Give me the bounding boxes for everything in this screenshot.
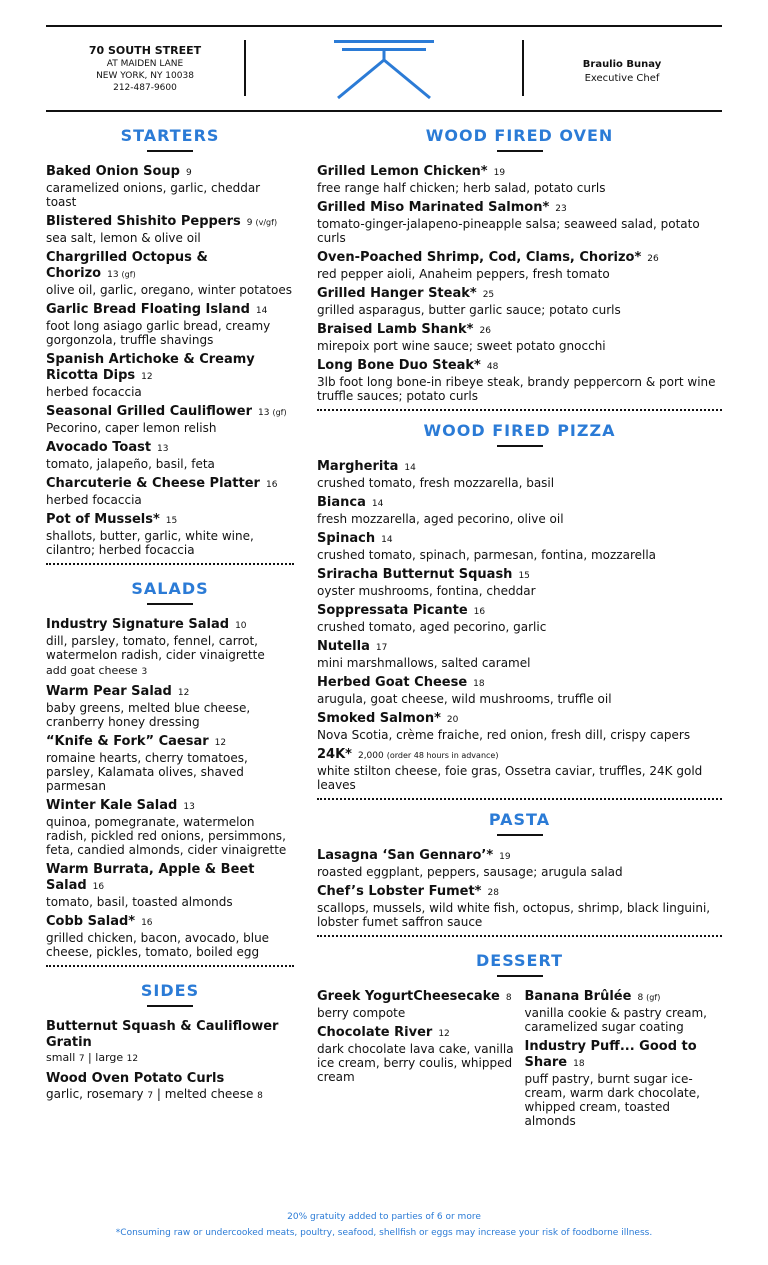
dessert-underline <box>497 975 543 977</box>
starters-title: STARTERS <box>120 126 220 145</box>
dotted-divider <box>46 965 294 967</box>
menu-item <box>525 989 723 1034</box>
menu-item <box>317 675 722 706</box>
dessert-title: DESSERT <box>476 951 563 970</box>
starters-list <box>46 164 294 557</box>
menu-item-name-row <box>317 164 722 181</box>
menu-item-name-row <box>317 459 722 476</box>
menu-item-name: Warm Pear Salad <box>46 684 172 699</box>
menu-item <box>46 684 294 729</box>
menu-item-name: Industry Puff... Good to Share <box>524 1039 697 1070</box>
menu-item-name: Grilled Lemon Chicken* <box>317 164 488 179</box>
menu-item-price: 15 <box>165 516 178 526</box>
header-bottom-rule <box>46 110 722 112</box>
menu-item-name: Smoked Salmon* <box>317 711 441 726</box>
menu-item-name-row <box>317 495 722 512</box>
menu-item-price: 12 <box>177 688 190 698</box>
menu-item-price: 14 <box>404 463 416 473</box>
menu-item-name: Herbed Goat Cheese <box>317 675 468 690</box>
menu-item-name: Blistered Shishito Peppers <box>46 214 241 229</box>
menu-item-name: Long Bone Duo Steak* <box>317 358 481 373</box>
menu-item-name-row <box>46 862 294 895</box>
menu-item-desc: mirepoix port wine sauce; sweet potato gnocchi <box>317 339 606 353</box>
menu-item-name-row <box>46 734 294 751</box>
dotted-divider <box>46 563 294 565</box>
gratuity-note: 20% gratuity added to parties of 6 or more <box>287 1212 481 1222</box>
size-large-price: 12 <box>126 1054 139 1064</box>
menu-item-name-row <box>317 567 722 584</box>
menu-item-name-row <box>317 603 722 620</box>
chef-credit <box>522 58 722 86</box>
menu-item-price: 13 <box>157 444 169 454</box>
menu-item-name-row <box>46 798 294 815</box>
menu-item-name: Banana Brûlée <box>524 989 632 1004</box>
menu-item-price: 2,000 <box>357 751 384 761</box>
menu-item <box>46 1071 294 1103</box>
dessert-right-list <box>525 989 723 1133</box>
menu-item-desc: shallots, butter, garlic, white wine, cilantro; herbed focaccia <box>46 529 254 557</box>
menu-item-name-row <box>317 675 722 692</box>
menu-item-name: Chocolate River <box>317 1025 433 1040</box>
side-curls-name: Wood Oven Potato Curls <box>46 1071 225 1086</box>
menu-item-desc: dill, parsley, tomato, fennel, carrot, watermelon radish, cider vinaigrette <box>46 634 265 662</box>
menu-item-price: 26 <box>647 254 659 264</box>
menu-item-name-row <box>317 639 722 656</box>
dotted-divider <box>317 409 722 411</box>
menu-item <box>46 798 294 857</box>
menu-item-price: 9 <box>246 218 253 228</box>
menu-item <box>46 302 294 347</box>
menu-item-tag: (gf) <box>121 270 136 279</box>
pasta-underline <box>497 834 543 836</box>
right-column <box>317 126 722 1133</box>
menu-item-price: 9 <box>185 168 192 178</box>
menu-item-name-row <box>46 440 294 457</box>
menu-item-desc: baby greens, melted blue cheese, cranberry honey dressing <box>46 701 251 729</box>
menu-item-price: 20 <box>446 715 459 725</box>
menu-item-price: 12 <box>141 372 153 382</box>
menu-item-price: 13 <box>183 802 195 812</box>
oven-section <box>317 126 722 403</box>
menu-item-name: Garlic Bread Floating Island <box>46 302 250 317</box>
menu-item-name-row <box>46 352 294 385</box>
top-rule <box>46 25 722 27</box>
menu-item <box>46 352 294 399</box>
sides-section <box>46 981 294 1103</box>
menu-item-name-row <box>317 711 722 728</box>
menu-item <box>317 848 722 879</box>
menu-item-desc: herbed focaccia <box>46 493 142 507</box>
menu-item-name-row <box>525 1039 723 1072</box>
side-gratin-sizes <box>46 1051 294 1066</box>
chef-name: Braulio Bunay <box>582 59 662 70</box>
menu-item <box>317 358 722 403</box>
menu-item-name: Grilled Miso Marinated Salmon* <box>317 200 550 215</box>
menu-item-desc: berry compote <box>317 1006 406 1020</box>
menu-item-price: 8 <box>505 993 512 1003</box>
menu-item <box>46 404 294 435</box>
menu-item <box>46 512 294 557</box>
menu-item-name-row <box>317 848 722 865</box>
menu-item-desc: Pecorino, caper lemon relish <box>46 421 217 435</box>
menu-item-name-row <box>317 322 722 339</box>
menu-item-name: Spanish Artichoke & Creamy Ricotta Dips <box>46 352 255 383</box>
menu-item-name-row <box>317 989 515 1006</box>
menu-item-tag: (gf) <box>272 408 287 417</box>
menu-item-name-row <box>46 250 294 283</box>
menu-item-tag: (v/gf) <box>255 218 278 227</box>
sides-list <box>46 1019 294 1103</box>
menu-item-desc: Nova Scotia, crème fraiche, red onion, fresh dill, crispy capers <box>317 728 691 742</box>
menu-item <box>317 884 722 929</box>
menu-item <box>317 286 722 317</box>
menu-item-name-row <box>46 617 294 634</box>
menu-item-price: 26 <box>479 326 491 336</box>
starters-section <box>46 126 294 557</box>
menu-item-price: 48 <box>486 362 499 372</box>
restaurant-address <box>46 44 244 94</box>
menu-item-price: 28 <box>487 888 499 898</box>
menu-item-desc: caramelized onions, garlic, cheddar toast <box>46 181 261 209</box>
food-safety-warning: *Consuming raw or undercooked meats, poultry, seafood, shellfish or eggs may increase your risk of foodborne illness. <box>115 1228 653 1238</box>
addon-price: 3 <box>141 667 148 677</box>
menu-item-name: Industry Signature Salad <box>46 617 230 632</box>
menu-item-tag: (gf) <box>646 993 661 1002</box>
menu-item <box>317 495 722 526</box>
sides-underline <box>147 1005 193 1007</box>
menu-item-desc: crushed tomato, spinach, parmesan, fontina, mozzarella <box>317 548 657 562</box>
menu-item <box>46 862 294 909</box>
menu-item-desc: 3lb foot long bone-in ribeye steak, brandy peppercorn & port wine truffle sauces; potato curls <box>317 375 716 403</box>
menu-item-desc: romaine hearts, cherry tomatoes, parsley, Kalamata olives, shaved parmesan <box>46 751 248 793</box>
menu-item-desc: foot long asiago garlic bread, creamy gorgonzola, truffle shavings <box>46 319 271 347</box>
addon-label: add goat cheese <box>46 664 138 677</box>
menu-item-name-row <box>317 1025 515 1042</box>
side-gratin-name: Butternut Squash & Cauliflower Gratin <box>46 1019 279 1050</box>
pizza-underline <box>497 445 543 447</box>
menu-item-price: 8 <box>637 993 644 1003</box>
menu-item-desc: vanilla cookie & pastry cream, caramelized sugar coating <box>524 1006 707 1034</box>
menu-item <box>317 164 722 195</box>
pasta-section <box>317 810 722 929</box>
menu-item <box>317 711 722 742</box>
size-small-label: small <box>46 1051 76 1064</box>
menu-item <box>525 1039 723 1128</box>
menu-item <box>317 200 722 245</box>
menu-item-desc: herbed focaccia <box>46 385 142 399</box>
menu-item <box>46 164 294 209</box>
menu-item-price: 17 <box>375 643 388 653</box>
menu-item-name-row <box>46 404 294 421</box>
phone-number: 212-487-9600 <box>113 83 177 93</box>
menu-item-tag: (order 48 hours in advance) <box>386 751 499 760</box>
menu-item-name: Chef’s Lobster Fumet* <box>317 884 482 899</box>
menu-item-name-row <box>317 200 722 217</box>
menu-item-desc: scallops, mussels, wild white fish, octopus, shrimp, black linguini, lobster fumet saffron sauce <box>317 901 711 929</box>
option-a-price: 7 <box>147 1091 154 1101</box>
menu-item-name-row <box>525 989 723 1006</box>
menu-item-desc: dark chocolate lava cake, vanilla ice cream, berry coulis, whipped cream <box>317 1042 514 1084</box>
pizza-title: WOOD FIRED PIZZA <box>423 421 616 440</box>
industry-kitchen-logo-icon <box>334 38 434 104</box>
menu-item <box>317 639 722 670</box>
menu-item-name-row <box>46 914 294 931</box>
menu-item <box>46 914 294 959</box>
menu-item <box>46 1019 294 1066</box>
salads-title: SALADS <box>131 579 209 598</box>
menu-item-name-row <box>317 884 722 901</box>
chef-title: Executive Chef <box>584 73 660 84</box>
menu-item-price: 10 <box>235 621 247 631</box>
side-curls-options <box>46 1087 294 1103</box>
menu-item-price: 14 <box>255 306 268 316</box>
menu-item-desc: olive oil, garlic, oregano, winter potatoes <box>46 283 292 297</box>
menu-item-name: Chargrilled Octopus & Chorizo <box>46 250 208 281</box>
menu-item <box>317 531 722 562</box>
menu-item-desc: tomato, jalapeño, basil, feta <box>46 457 215 471</box>
menu-item-name: Charcuterie & Cheese Platter <box>46 476 260 491</box>
dessert-grid <box>317 989 722 1133</box>
menu-item-price: 16 <box>92 882 105 892</box>
menu-item-desc: puff pastry, burnt sugar ice-cream, warm dark chocolate, whipped cream, toasted almonds <box>524 1072 700 1128</box>
menu-item-desc: red pepper aioli, Anaheim peppers, fresh tomato <box>317 267 610 281</box>
menu-item-price: 14 <box>371 499 384 509</box>
menu-item-price: 15 <box>518 571 530 581</box>
menu-item <box>317 603 722 634</box>
menu-item-name-row <box>317 747 722 764</box>
menu-item <box>46 440 294 471</box>
dotted-divider <box>317 935 722 937</box>
menu-item-name-row <box>317 358 722 375</box>
menu-item-price: 14 <box>381 535 393 545</box>
menu-item-name: Pot of Mussels* <box>46 512 160 527</box>
menu-item-desc: white stilton cheese, foie gras, Ossetra caviar, truffles, 24K gold leaves <box>317 764 703 792</box>
menu-item-name: Margherita <box>317 459 399 474</box>
menu-item-name-row <box>317 531 722 548</box>
salads-section <box>46 579 294 959</box>
address-street: 70 SOUTH STREET <box>88 44 202 57</box>
menu-item-name: Seasonal Grilled Cauliflower <box>46 404 253 419</box>
size-separator: | <box>88 1051 92 1064</box>
menu-item-desc: free range half chicken; herb salad, potato curls <box>317 181 606 195</box>
menu-item-name: Baked Onion Soup <box>46 164 180 179</box>
menu-item-name-row <box>46 476 294 493</box>
option-separator: | <box>156 1087 161 1101</box>
menu-item-name: Bianca <box>317 495 366 510</box>
menu-item-desc: crushed tomato, fresh mozzarella, basil <box>317 476 555 490</box>
menu-item-name: Braised Lamb Shank* <box>317 322 474 337</box>
menu-item <box>46 476 294 507</box>
menu-item-name: Greek YogurtCheesecake <box>317 989 500 1004</box>
menu-item-price: 25 <box>482 290 495 300</box>
menu-item <box>317 322 722 353</box>
salads-list <box>46 617 294 959</box>
address-city: NEW YORK, NY 10038 <box>96 71 194 81</box>
menu-item-desc: oyster mushrooms, fontina, cheddar <box>317 584 536 598</box>
menu-item-name-row <box>46 684 294 701</box>
menu-item-name-row <box>46 512 294 529</box>
menu-item-name-row <box>317 250 722 267</box>
menu-item-name: “Knife & Fork” Caesar <box>46 734 209 749</box>
menu-item <box>46 617 294 679</box>
address-cross-street: AT MAIDEN LANE <box>106 59 184 69</box>
menu-item-desc: sea salt, lemon & olive oil <box>46 231 201 245</box>
dessert-left-list <box>317 989 515 1133</box>
menu-item-price: 18 <box>573 1059 585 1069</box>
menu-item-price: 16 <box>265 480 278 490</box>
menu-item <box>317 1025 515 1084</box>
menu-item-name: Sriracha Butternut Squash <box>317 567 513 582</box>
pizza-list <box>317 459 722 792</box>
menu-item-name: Avocado Toast <box>46 440 152 455</box>
menu-item-name-row <box>46 164 294 181</box>
menu-item-name: Nutella <box>317 639 370 654</box>
menu-item <box>46 734 294 793</box>
menu-item <box>46 214 294 245</box>
option-b-label: melted cheese <box>164 1087 254 1101</box>
menu-item-desc: mini marshmallows, salted caramel <box>317 656 531 670</box>
menu-item-name: Warm Burrata, Apple & Beet Salad <box>46 862 255 893</box>
menu-item-price: 16 <box>473 607 486 617</box>
menu-item-price: 19 <box>499 852 511 862</box>
menu-item-name: Oven-Poached Shrimp, Cod, Clams, Chorizo* <box>317 250 642 265</box>
dotted-divider <box>317 798 722 800</box>
menu-item-desc: roasted eggplant, peppers, sausage; arugula salad <box>317 865 623 879</box>
oven-underline <box>497 150 543 152</box>
menu-item-desc: crushed tomato, aged pecorino, garlic <box>317 620 547 634</box>
menu-item-name: 24K* <box>317 747 352 762</box>
menu-item-name-row <box>46 214 294 231</box>
menu-item-desc: tomato, basil, toasted almonds <box>46 895 233 909</box>
menu-item <box>46 250 294 297</box>
pasta-title: PASTA <box>488 810 551 829</box>
menu-item-price: 23 <box>555 204 567 214</box>
menu-item-name-row <box>46 302 294 319</box>
menu-item-name: Winter Kale Salad <box>46 798 178 813</box>
menu-item-name: Soppressata Picante <box>317 603 468 618</box>
option-b-price: 8 <box>257 1091 263 1101</box>
sides-title: SIDES <box>140 981 200 1000</box>
menu-item-price: 13 <box>258 408 270 418</box>
menu-item <box>317 989 515 1020</box>
menu-item-price: 12 <box>438 1029 450 1039</box>
menu-item-price: 19 <box>493 168 506 178</box>
menu-item <box>317 250 722 281</box>
size-large-label: large <box>95 1051 124 1064</box>
menu-item <box>317 567 722 598</box>
menu-item-desc: grilled chicken, bacon, avocado, blue cheese, pickles, tomato, boiled egg <box>46 931 270 959</box>
dessert-section <box>317 951 722 1133</box>
oven-title: WOOD FIRED OVEN <box>425 126 614 145</box>
menu-item-name: Spinach <box>317 531 376 546</box>
menu-item-desc: grilled asparagus, butter garlic sauce; potato curls <box>317 303 621 317</box>
menu-item-desc: arugula, goat cheese, wild mushrooms, truffle oil <box>317 692 612 706</box>
menu-item-price: 16 <box>141 918 153 928</box>
menu-item-price: 18 <box>473 679 485 689</box>
pasta-list <box>317 848 722 929</box>
option-a-label: garlic, rosemary <box>46 1087 144 1101</box>
header-divider-left <box>244 40 246 96</box>
menu-item <box>317 747 722 792</box>
menu-item-desc: tomato-ginger-jalapeno-pineapple salsa; seaweed salad, potato curls <box>317 217 700 245</box>
menu-item-name-row <box>317 286 722 303</box>
menu-item-price: 13 <box>107 270 119 280</box>
pizza-section <box>317 421 722 792</box>
oven-list <box>317 164 722 403</box>
menu-item-name: Cobb Salad* <box>46 914 136 929</box>
menu-item-desc: quinoa, pomegranate, watermelon radish, pickled red onions, persimmons, feta, candied almonds, cider vinaigrette <box>46 815 287 857</box>
menu-item-desc: fresh mozzarella, aged pecorino, olive oil <box>317 512 564 526</box>
menu-item-name: Lasagna ‘San Gennaro’* <box>317 848 494 863</box>
menu-item-price: 12 <box>214 738 227 748</box>
menu-item-name: Grilled Hanger Steak* <box>317 286 477 301</box>
salads-underline <box>147 603 193 605</box>
left-column <box>46 126 294 1108</box>
starters-underline <box>147 150 193 152</box>
menu-item <box>317 459 722 490</box>
salad-addon <box>46 664 294 679</box>
size-small-price: 7 <box>78 1054 85 1064</box>
